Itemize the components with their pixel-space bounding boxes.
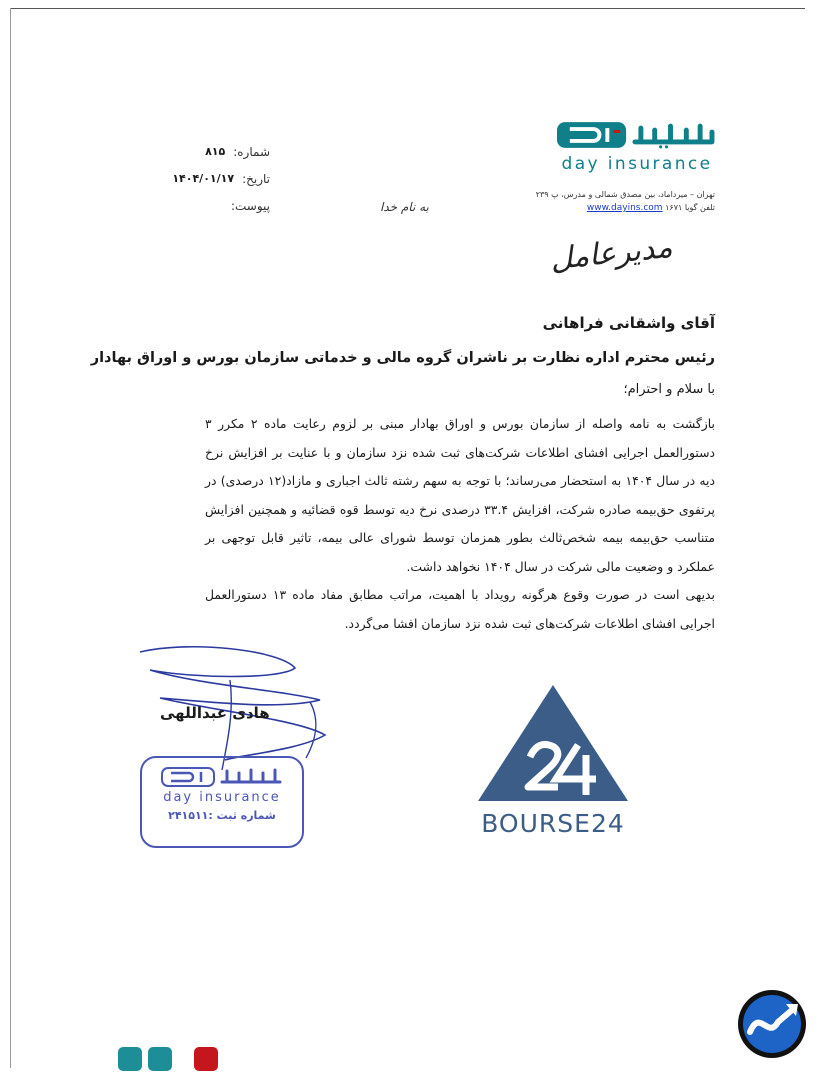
date-label: تاریخ: — [242, 171, 270, 186]
bourse24-triangle-icon — [478, 685, 628, 803]
greeting: با سلام و احترام؛ — [623, 382, 715, 397]
attachment-row — [150, 192, 270, 219]
letter-body — [90, 314, 716, 638]
top-border-line — [10, 8, 805, 9]
contact-line — [495, 201, 715, 215]
letter-meta — [150, 138, 270, 219]
chart-badge-icon — [736, 988, 808, 1060]
website-link[interactable]: www.dayins.com — [586, 203, 663, 213]
attachment-label: پیوست: — [230, 198, 270, 213]
bourse24-text: BOURSE24 — [481, 809, 625, 838]
teal-square — [118, 1047, 142, 1071]
phone-number: تلفن گویا ۱۶۷۱ — [665, 203, 715, 212]
company-logo — [556, 118, 718, 174]
bename-heading: به نام خدا — [380, 200, 429, 214]
logo-text-en: day insurance — [561, 154, 713, 174]
number-row — [150, 138, 270, 165]
footer-color-squares — [118, 1047, 218, 1071]
ceo-title: مدیرعامل — [548, 229, 675, 278]
stamp-logo — [142, 766, 302, 788]
signer-name: هادی عبداللهی — [160, 704, 270, 722]
stamp-logo-icon — [161, 766, 215, 788]
logo-mark — [556, 118, 718, 152]
address-line: تهران – میرداماد، بین مصدق شمالی و مدرس، پ ۲۳۹ — [535, 190, 715, 199]
stamp-wordmark-fa — [219, 766, 283, 788]
stamp-text-en: day insurance — [163, 790, 281, 805]
logo-icon — [556, 120, 627, 150]
body-paragraph-2: بدیهی است در صورت وقوع هرگونه رویداد با اهمیت، مراتب مطابق مفاد ماده ۱۳ دستورالعمل اجرایی افشای اطلاعات شرکت‌های ثبت شده نزد سازمان افشا می‌گردد. — [205, 587, 715, 631]
company-stamp — [140, 756, 304, 848]
stamp-registration: شماره ثبت :۲۴۱۵۱۱ — [168, 809, 276, 822]
date-value: ۱۴۰۴/۰۱/۱۷ — [172, 172, 235, 185]
logo-wordmark-fa — [631, 120, 718, 150]
body-paragraph-1: بازگشت به نامه واصله از سازمان بورس و اوراق بهادار مبنی بر لزوم رعایت ماده ۲ مکرر ۳ دستورالعمل اجرایی افشای اطلاعات شرکت‌های ثبت شده نزد سازمان و با عنایت بر افزایش نرخ دیه در سال ۱۴۰۴ به استحضار می‌رساند؛ با توجه به سهم رشته ثالث اجباری و مازاد(۱۲ درصدی) در پرتفوی حق‌بیمه صادره شرکت، افزایش ۳۳.۴ درصدی نرخ دیه توسط قوه قضائیه و همچنین افزایش متناسب حق‌بیمه بیمه شخص‌ثالث بطور همزمان توسط شورای عالی بیمه، تاثیر قابل توجهی بر عملکرد و وضعیت مالی شرکت در سال ۱۴۰۴ نخواهد داشت. — [205, 416, 716, 574]
recipient-name: آقای واشقانی فراهانی — [542, 314, 715, 332]
left-border-line — [10, 8, 11, 1068]
red-square — [194, 1047, 218, 1071]
recipient-title: رئیس محترم اداره نظارت بر ناشران گروه مالی و خدماتی سازمان بورس و اوراق بهادار — [90, 350, 715, 366]
teal-square — [148, 1047, 172, 1071]
date-row — [150, 165, 270, 192]
company-address — [495, 188, 715, 215]
number-label: شماره: — [233, 144, 270, 159]
bourse24-logo — [478, 685, 628, 838]
number-value: ۸۱۵ — [205, 145, 226, 158]
